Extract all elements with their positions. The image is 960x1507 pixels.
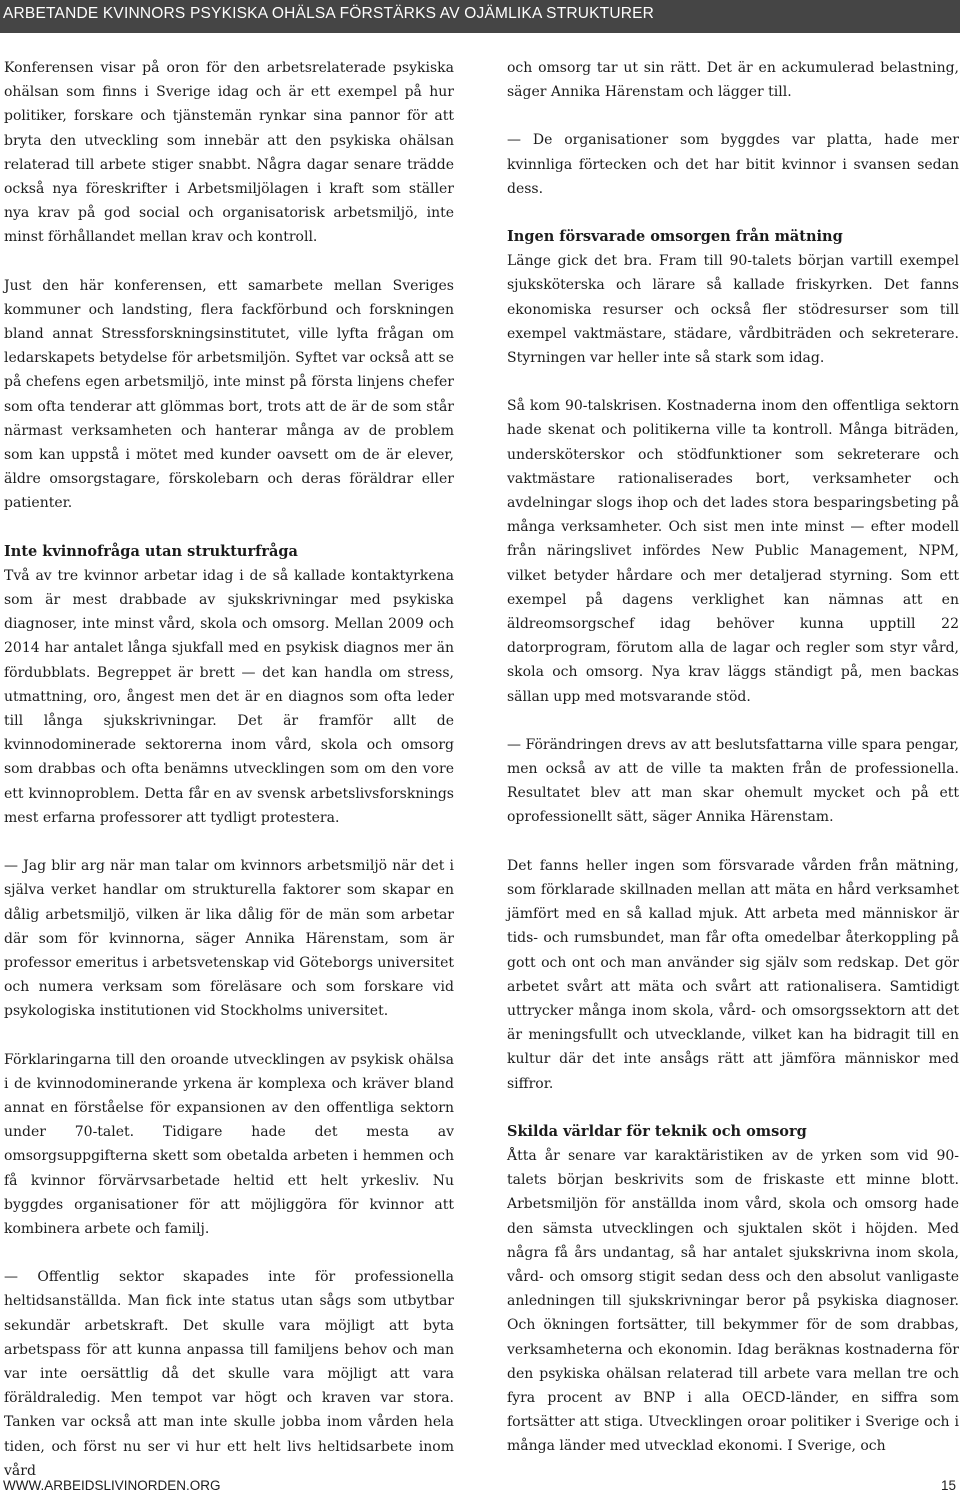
section-heading: Inte kvinnofråga utan strukturfråga (4, 542, 298, 560)
paragraph: Två av tre kvinnor arbetar idag i de så kallade kontaktyrkena som är mest drabbade av sjukskrivningar med psykiska diagnoser, inte minst vård, skola och omsorg. Mellan 2009 och 2014 har antalet långa sjukfall med en psykisk diagnos mer än fördubblats. Begreppet är brett — det kan handla om stress, utmattning, oro, ångest men det är en diagnos som ofta leder till långa sjukskrivningar. Det är framför allt de kvinnodominerade sektorerna inom vård, skola och omsorg som drabbas och ofta benämns utvecklingen som om den vore ett kvinnoproblem. Detta får en av svensk arbetslivsforsknings mest erfarna professorer att tydligt protestera. (4, 567, 454, 826)
quote-paragraph: — Jag blir arg när man talar om kvinnors arbetsmiljö när det i själva verket handlar om strukturella faktorer som skapar en dålig arbetsmiljö, vilken är lika dålig för de män som arbetar där som för kvinnorna, säger Annika Härenstam, som är professor emeritus i arbetsvetenskap vid Göteborgs universitet och numera verksam som föreläsare och som forskare vid psykologiska institutionen vid Stockholms universitet. (4, 858, 454, 1020)
paragraph: Konferensen visar på oron för den arbetsrelaterade psykiska ohälsan som finns i Sverige idag och är ett exempel på hur politiker, forskare och tjänstemän rynkar sina pannor för att bryta den utveckling som innebär att den psykiska ohälsan relaterad till arbete stiger snabbt. Några dagar senare trädde också nya föreskrifter i Arbetsmiljölagen i kraft som ställer nya krav på god social och organisatorisk arbetsmiljö, inte minst förhållandet mellan krav och kontroll. (4, 60, 454, 246)
header-title: ARBETANDE KVINNORS PSYKISKA OHÄLSA FÖRSTÄRKS AV OJÄMLIKA STRUKTURER (3, 5, 655, 22)
left-column (4, 56, 454, 1507)
section-heading: Skilda världar för teknik och omsorg (507, 1122, 807, 1140)
quote-paragraph: — Offentlig sektor skapades inte för professionella heltidsanställda. Man fick inte status utan sågs som utbytbar sekundär arbetskraft. Det skulle vara möjligt att byta arbetspass för att kunna anpassa till familjens behov och man var inte oersättlig då det skulle vara möjligt att vara föräldraledig. Men tempot var högt och kraven var stora. Tanken var också att man inte skulle jobba inom vården hela tiden, och först nu ser vi hur ett helt livs heltidsarbete inom vård (4, 1269, 454, 1479)
paragraph: och omsorg tar ut sin rätt. Det är en ackumulerad belastning, säger Annika Härenstam och lägger till. (507, 60, 959, 101)
paragraph: Åtta år senare var karaktäristiken av de yrken som vid 90-talets början beskrivits som de friskaste ett minne blott. Arbetsmiljön för anställda inom vård, skola och omsorg hade den sämsta utvecklingen och sjuktalen sköt i höjden. Med några få års undantag, så har antalet sjukskrivna inom skola, vård- och omsorg stigit sedan dess och den absolut vanligaste anledningen till sjukskrivningar beror på psykiska diagnoser. Och ökningen fortsätter, till bekymmer för de som drabbas, verksamheterna och ekonomin. Idag beräknas kostnaderna för den psykiska ohälsan relaterad till arbete vara mellan tre och fyra procent av BNP i alla OECD-länder, en siffra som fortsätter att stiga. Utvecklingen oroar politiker i Sverige och i många länder med utvecklad ekonomi. I Sverige, och (507, 1147, 959, 1455)
paragraph: Det fanns heller ingen som försvarade vården från mätning, som förklarade skillnaden mellan att mäta en hård verksamhet jämfört med en så kallad mjuk. Att arbeta med människor är tids- och rumsbundet, man får ofta omedelbar återkoppling på gott och ont och man använder sig själv som redskap. Det gör arbetet svårt att mäta och svårt att rationalisera. Samtidigt uttrycker många inom skola, vård- och omsorgssektorn att det är meningsfullt och utvecklande, vilket kan ha bidragit till en kultur där det inte ansågs rätt att jämföra människor med siffror. (507, 857, 959, 1092)
quote-paragraph: — Förändringen drevs av att beslutsfattarna ville spara pengar, men också av att de ville ta makten från de professionella. Resultatet blev att man skar ohemult mycket och på ett oprofessionellt sätt, säger Annika Härenstam. (507, 736, 959, 826)
section-heading: Ingen försvarade omsorgen från mätning (507, 228, 843, 246)
quote-paragraph: — De organisationer som byggdes var platta, hade mer kvinnliga förtecken och det har bitit kvinnor i svansen sedan dess. (507, 132, 959, 197)
footer-website[interactable]: WWW.ARBEIDSLIVINORDEN.ORG (3, 1478, 221, 1493)
header-bar (0, 0, 960, 33)
paragraph: Förklaringarna till den oroande utvecklingen av psykisk ohälsa i de kvinnodominerande yrkena är komplexa och kräver bland annat en förståelse för expansionen av den offentliga sektorn under 70-talet. Tidigare hade det mesta av omsorgsuppgifterna skett som obetalda arbeten i hemmen och få kvinnor förvärvsarbetade heltid ett helt yrkesliv. Nu byggdes organisationer för att möjliggöra för kvinnor att kombinera arbete och familj. (4, 1051, 454, 1237)
paragraph: Så kom 90-talskrisen. Kostnaderna inom den offentliga sektorn hade skenat och politikerna ville ta kontroll. Många biträden, undersköterskor och stödfunktioner som sekreterare och vaktmästare rationaliserades bort, verksamheter och avdelningar slogs ihop och det lades stora besparingsbeting på många verksamheter. Och sist men inte minst — efter modell från näringslivet infördes New Public Management, NPM, vilket betyder hårdare och mer detaljerad styrning. Som ett exempel på dagens verklighet kan nämnas att en äldreomsorgschef idag behöver kunna upptill 22 datorprogram, förutom alla de lagar och regler som styr vård, skola och omsorg. Nya krav läggs ständigt på, men backas sällan upp med motsvarande stöd. (507, 398, 959, 705)
paragraph: Just den här konferensen, ett samarbete mellan Sveriges kommuner och landsting, flera fackförbund och forskningen bland annat Stressforskningsinstitutet, ville lyfta frågan om ledarskapets betydelse för arbetsmiljön. Syftet var också att se på chefens egen arbetsmiljö, inte minst på första linjens chefer som ofta tenderar att glömmas bort, trots att de är de som står närmast verksamheten och hanterar många av de problem som kan uppstå i mötet med kunder oavsett om de är elever, äldre omsorgstagare, förskolebarn och deras föräldrar eller patienter. (4, 277, 454, 512)
paragraph: Länge gick det bra. Fram till 90-talets början vartill exempel sjuksköterska och lärare så kallade friskyrken. Det fanns ekonomiska resurser och också fler stödresurser som till exempel vaktmästare, städare, vårdbiträden och sekreterare. Styrningen var heller inte så stark som idag. (507, 253, 959, 367)
page-number: 15 (940, 1478, 956, 1493)
right-column (507, 56, 959, 1483)
